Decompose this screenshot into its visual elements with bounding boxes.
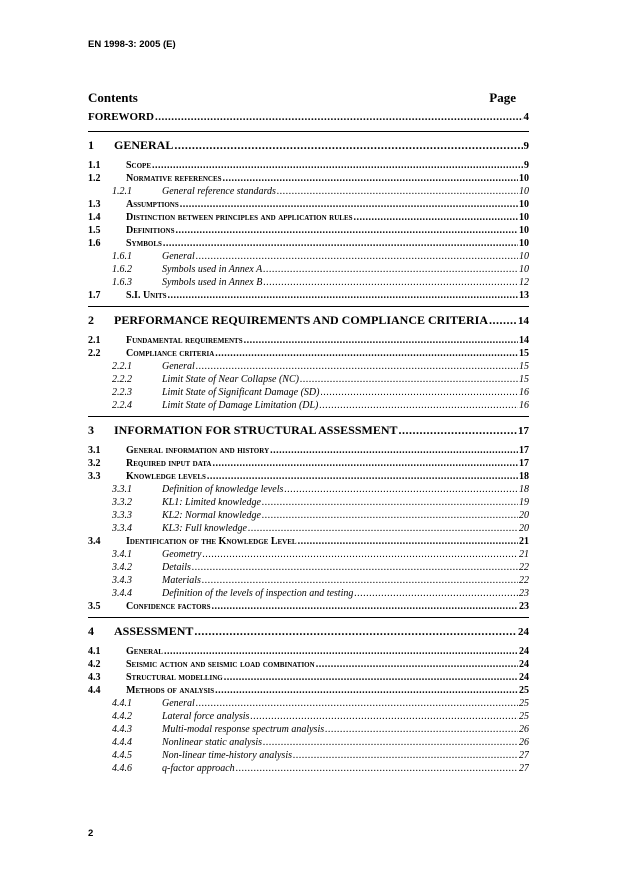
- toc-title: S.I. Units: [126, 290, 167, 301]
- toc-title: Limit State of Damage Limitation (DL): [162, 400, 319, 411]
- dot-leader: [298, 536, 518, 547]
- toc-number: 3.2: [88, 458, 101, 469]
- toc-title: Multi-modal response spectrum analysis: [162, 724, 325, 735]
- toc-section[interactable]: [88, 212, 529, 225]
- page-number: 2: [88, 828, 94, 839]
- toc-number: 1.6.2: [112, 264, 132, 275]
- dot-leader: [180, 199, 518, 210]
- toc-number: 3.3.1: [112, 484, 132, 495]
- dot-leader: [316, 659, 518, 670]
- dot-leader: [325, 724, 518, 735]
- toc-title: Confidence factors: [126, 601, 211, 612]
- toc-title: Seismic action and seismic load combination: [126, 659, 315, 670]
- toc-title: Symbols: [126, 238, 162, 249]
- toc-number: 1.4: [88, 212, 101, 223]
- dot-leader: [262, 510, 518, 521]
- toc-chapter[interactable]: [88, 617, 529, 643]
- dot-leader: [196, 698, 518, 709]
- dot-leader: [155, 111, 523, 123]
- dot-leader: [399, 423, 518, 438]
- toc-page: 10: [519, 186, 529, 197]
- dot-leader: [321, 387, 519, 398]
- toc-page: 16: [519, 400, 529, 411]
- toc-subsection[interactable]: [88, 549, 529, 562]
- toc-page: 25: [519, 698, 529, 709]
- toc-page: 24: [518, 626, 529, 638]
- toc-title: Fundamental requirements: [126, 335, 243, 346]
- toc-page: 10: [519, 251, 529, 262]
- toc-number: 3.4.1: [112, 549, 132, 560]
- dot-leader: [163, 238, 518, 249]
- toc-page: 26: [519, 737, 529, 748]
- toc-subsection[interactable]: [88, 763, 529, 776]
- toc-title: Identification of the Knowledge Level: [126, 536, 297, 547]
- toc-section[interactable]: [88, 471, 529, 484]
- toc-subsection[interactable]: [88, 186, 529, 199]
- toc-number: 4.4.2: [112, 711, 132, 722]
- dot-leader: [223, 173, 518, 184]
- toc-title: General: [126, 646, 163, 657]
- dot-leader: [263, 277, 518, 288]
- dot-leader: [212, 458, 518, 469]
- toc-page: 20: [519, 510, 529, 521]
- toc-subsection[interactable]: [88, 575, 529, 588]
- toc-title: Required input data: [126, 458, 212, 469]
- toc-subsection[interactable]: [88, 698, 529, 711]
- toc-subsection[interactable]: [88, 400, 529, 413]
- toc-title: KL2: Normal knowledge: [162, 510, 261, 521]
- dot-leader: [300, 374, 518, 385]
- toc-subsection[interactable]: [88, 750, 529, 763]
- toc-section[interactable]: [88, 445, 529, 458]
- toc-number: 2.2.3: [112, 387, 132, 398]
- toc-page: 20: [519, 523, 529, 534]
- toc-subsection[interactable]: [88, 387, 529, 400]
- toc-subsection[interactable]: [88, 484, 529, 497]
- toc-page: 17: [519, 445, 529, 456]
- toc-page: 24: [519, 646, 529, 657]
- toc-section[interactable]: [88, 458, 529, 471]
- dot-leader: [489, 313, 517, 328]
- dot-leader: [319, 400, 518, 411]
- toc-title: Distinction between principles and application rules: [126, 212, 353, 223]
- dot-leader: [354, 212, 518, 223]
- toc-section[interactable]: [88, 659, 529, 672]
- toc-number: 4.2: [88, 659, 101, 670]
- toc-title: Definition of knowledge levels: [162, 484, 284, 495]
- toc-number: 3.4: [88, 536, 101, 547]
- toc-title: q-factor approach: [162, 763, 235, 774]
- toc-title: FOREWORD: [88, 111, 154, 123]
- toc-section[interactable]: [88, 646, 529, 659]
- toc-section[interactable]: [88, 290, 529, 303]
- toc-page: 10: [519, 199, 529, 210]
- toc-page: 21: [519, 549, 529, 560]
- toc-number: 1.5: [88, 225, 101, 236]
- dot-leader: [224, 672, 518, 683]
- toc-number: 3.4.3: [112, 575, 132, 586]
- toc-title: Knowledge levels: [126, 471, 206, 482]
- toc-number: 3.1: [88, 445, 101, 456]
- toc-title: Materials: [162, 575, 201, 586]
- dot-leader: [196, 361, 518, 372]
- toc-subsection[interactable]: [88, 277, 529, 290]
- toc-section[interactable]: [88, 335, 529, 348]
- dot-leader: [215, 348, 518, 359]
- toc-subsection[interactable]: [88, 251, 529, 264]
- toc-title: Scope: [126, 160, 152, 171]
- toc-section[interactable]: [88, 238, 529, 251]
- dot-leader: [194, 624, 517, 639]
- toc-number: 1.7: [88, 290, 101, 301]
- toc-title: General: [162, 698, 195, 709]
- toc-page: 25: [519, 711, 529, 722]
- toc-subsection[interactable]: [88, 374, 529, 387]
- toc-number: 1.6: [88, 238, 101, 249]
- toc-page: 9: [524, 160, 529, 171]
- toc-number: 1.6.3: [112, 277, 132, 288]
- toc-page: 10: [519, 238, 529, 249]
- toc-title: Definition of the levels of inspection and testing: [162, 588, 354, 599]
- dot-leader: [196, 251, 518, 262]
- toc-page: 17: [518, 425, 529, 437]
- toc-number: 3.3.4: [112, 523, 132, 534]
- toc-page: 17: [519, 458, 529, 469]
- toc-subsection[interactable]: [88, 510, 529, 523]
- dot-leader: [262, 497, 518, 508]
- toc-number: 2.2: [88, 348, 101, 359]
- toc-page: 18: [519, 484, 529, 495]
- toc-page: 27: [519, 763, 529, 774]
- toc-page: 10: [519, 212, 529, 223]
- dot-leader: [248, 523, 518, 534]
- toc-page: 23: [519, 588, 529, 599]
- toc-page: 13: [519, 290, 529, 301]
- toc-title: General: [162, 251, 195, 262]
- toc-section[interactable]: [88, 225, 529, 238]
- toc-subsection[interactable]: [88, 264, 529, 277]
- toc-chapter[interactable]: [88, 416, 529, 442]
- toc-number: 4.4.5: [112, 750, 132, 761]
- toc-number: 4: [88, 624, 94, 638]
- dot-leader: [192, 562, 518, 573]
- toc-number: 1: [88, 138, 94, 152]
- toc-number: 4.4.3: [112, 724, 132, 735]
- toc-title: KL1: Limited knowledge: [162, 497, 261, 508]
- toc-title: Structural modelling: [126, 672, 223, 683]
- toc-title: GENERAL: [114, 138, 174, 152]
- dot-leader: [164, 646, 518, 657]
- dot-leader: [270, 445, 518, 456]
- toc-section[interactable]: [88, 672, 529, 685]
- toc-number: 4.3: [88, 672, 101, 683]
- contents-title: Contents: [88, 90, 138, 105]
- dot-leader: [152, 160, 523, 171]
- toc-title: General: [162, 361, 195, 372]
- toc-number: 2: [88, 313, 94, 327]
- toc-number: 3.3: [88, 471, 101, 482]
- dot-leader: [263, 264, 518, 275]
- toc-number: 2.2.1: [112, 361, 132, 372]
- toc-page: 25: [519, 685, 529, 696]
- toc-page: 10: [519, 264, 529, 275]
- page-column-label: Page: [489, 90, 516, 105]
- toc-section[interactable]: [88, 173, 529, 186]
- toc-page: 15: [519, 348, 529, 359]
- toc-chapter[interactable]: [88, 306, 529, 332]
- toc-number: 4.4: [88, 685, 101, 696]
- toc-number: 3.3.3: [112, 510, 132, 521]
- toc-page: 10: [519, 173, 529, 184]
- contents-heading: [88, 90, 516, 106]
- toc-page: 26: [519, 724, 529, 735]
- toc-page: 21: [519, 536, 529, 547]
- toc-title: Limit State of Near Collapse (NC): [162, 374, 299, 385]
- toc-page: 9: [523, 140, 529, 152]
- toc-title: Nonlinear static analysis: [162, 737, 262, 748]
- toc-number: 3.4.2: [112, 562, 132, 573]
- toc-number: 2.2.2: [112, 374, 132, 385]
- toc-page: 16: [519, 387, 529, 398]
- dot-leader: [215, 685, 518, 696]
- toc-section[interactable]: [88, 348, 529, 361]
- toc-number: 3.5: [88, 601, 101, 612]
- toc-title: PERFORMANCE REQUIREMENTS AND COMPLIANCE CRITERIA: [114, 313, 489, 327]
- toc-section[interactable]: [88, 685, 529, 698]
- table-of-contents: [88, 111, 529, 776]
- toc-title: Compliance criteria: [126, 348, 215, 359]
- toc-title: Symbols used in Annex B: [162, 277, 263, 288]
- dot-leader: [174, 138, 522, 153]
- toc-entry-foreword[interactable]: [88, 111, 529, 128]
- dot-leader: [250, 711, 518, 722]
- dot-leader: [202, 549, 518, 560]
- toc-page: 27: [519, 750, 529, 761]
- toc-title: INFORMATION FOR STRUCTURAL ASSESSMENT: [114, 423, 398, 437]
- toc-subsection[interactable]: [88, 361, 529, 374]
- toc-page: 18: [519, 471, 529, 482]
- toc-title: General information and history: [126, 445, 270, 456]
- toc-subsection[interactable]: [88, 588, 529, 601]
- toc-chapter[interactable]: [88, 131, 529, 157]
- toc-subsection[interactable]: [88, 737, 529, 750]
- toc-number: 2.1: [88, 335, 101, 346]
- dot-leader: [263, 737, 518, 748]
- toc-page: 19: [519, 497, 529, 508]
- toc-title: Limit State of Significant Damage (SD): [162, 387, 320, 398]
- toc-number: 1.2.1: [112, 186, 132, 197]
- toc-number: 1.3: [88, 199, 101, 210]
- toc-subsection[interactable]: [88, 562, 529, 575]
- toc-number: 4.4.4: [112, 737, 132, 748]
- dot-leader: [244, 335, 518, 346]
- dot-leader: [168, 290, 518, 301]
- dot-leader: [284, 484, 518, 495]
- toc-subsection[interactable]: [88, 724, 529, 737]
- toc-title: General reference standards: [162, 186, 276, 197]
- dot-leader: [354, 588, 518, 599]
- dot-leader: [175, 225, 518, 236]
- dot-leader: [207, 471, 518, 482]
- toc-page: 12: [519, 277, 529, 288]
- toc-section[interactable]: [88, 199, 529, 212]
- toc-number: 4.4.6: [112, 763, 132, 774]
- toc-number: 3: [88, 423, 94, 437]
- toc-page: 14: [519, 335, 529, 346]
- toc-title: Definitions: [126, 225, 175, 236]
- toc-number: 2.2.4: [112, 400, 132, 411]
- toc-number: 3.4.4: [112, 588, 132, 599]
- toc-title: Lateral force analysis: [162, 711, 250, 722]
- toc-title: Details: [162, 562, 191, 573]
- toc-page: 4: [523, 111, 529, 123]
- toc-title: Non-linear time-history analysis: [162, 750, 292, 761]
- toc-page: 23: [519, 601, 529, 612]
- toc-page: 15: [519, 374, 529, 385]
- dot-leader: [212, 601, 518, 612]
- toc-page: 22: [519, 575, 529, 586]
- toc-page: 15: [519, 361, 529, 372]
- dot-leader: [236, 763, 518, 774]
- toc-number: 4.4.1: [112, 698, 132, 709]
- toc-number: 3.3.2: [112, 497, 132, 508]
- toc-title: KL3: Full knowledge: [162, 523, 247, 534]
- document-header: EN 1998-3: 2005 (E): [88, 39, 176, 50]
- toc-title: ASSESSMENT: [114, 624, 194, 638]
- toc-title: Normative references: [126, 173, 222, 184]
- toc-subsection[interactable]: [88, 497, 529, 510]
- toc-title: Methods of analysis: [126, 685, 215, 696]
- toc-section[interactable]: [88, 536, 529, 549]
- toc-page: 24: [519, 672, 529, 683]
- toc-number: 1.1: [88, 160, 101, 171]
- toc-page: 24: [519, 659, 529, 670]
- toc-number: 4.1: [88, 646, 101, 657]
- toc-section[interactable]: [88, 601, 529, 614]
- dot-leader: [202, 575, 518, 586]
- toc-title: Geometry: [162, 549, 202, 560]
- toc-page: 10: [519, 225, 529, 236]
- toc-page: 14: [518, 315, 529, 327]
- toc-section[interactable]: [88, 160, 529, 173]
- toc-title: Assumptions: [126, 199, 179, 210]
- toc-number: 1.6.1: [112, 251, 132, 262]
- dot-leader: [293, 750, 518, 761]
- toc-page: 22: [519, 562, 529, 573]
- toc-subsection[interactable]: [88, 523, 529, 536]
- dot-leader: [277, 186, 518, 197]
- toc-subsection[interactable]: [88, 711, 529, 724]
- toc-title: Symbols used in Annex A: [162, 264, 263, 275]
- toc-number: 1.2: [88, 173, 101, 184]
